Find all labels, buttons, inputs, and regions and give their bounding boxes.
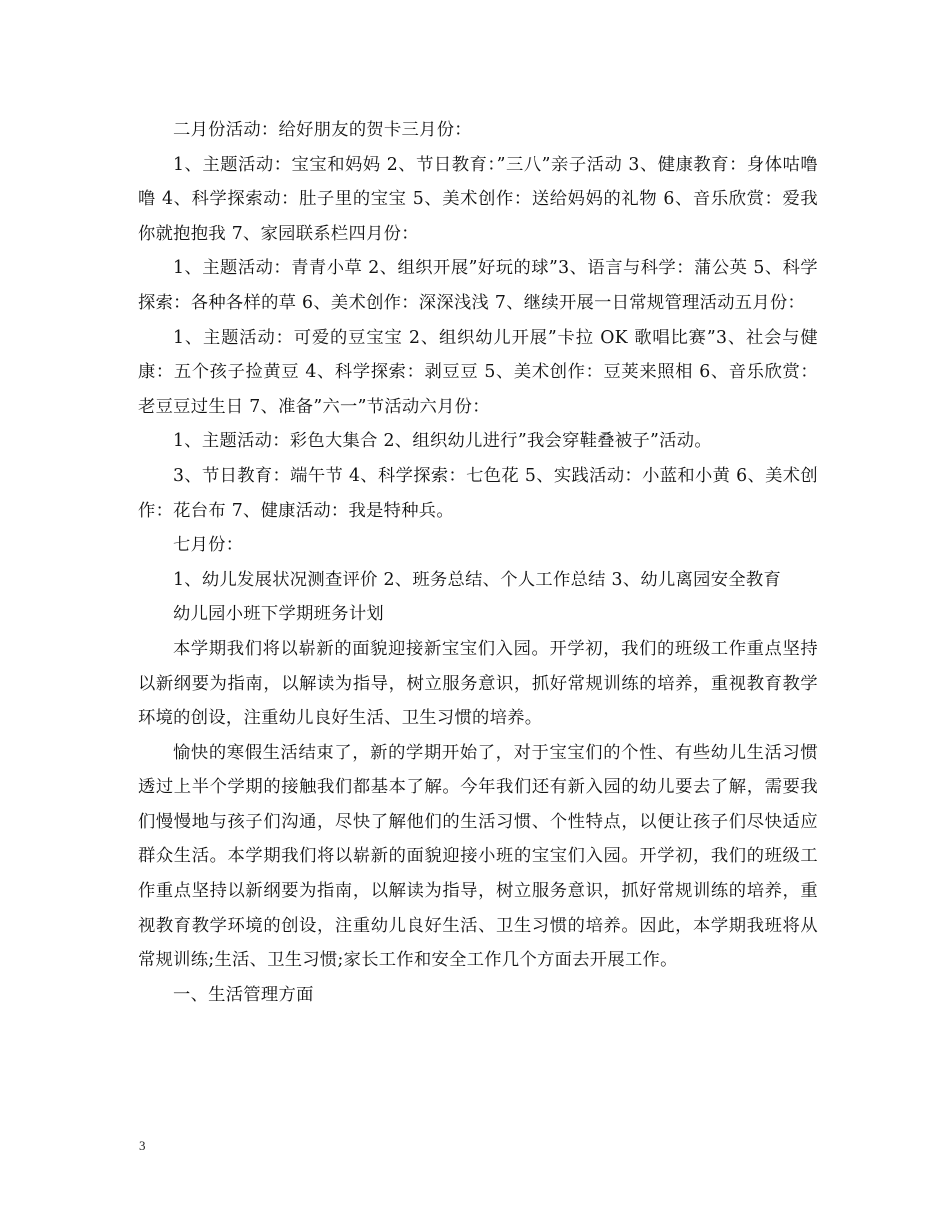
paragraph-july-activities: 1、幼儿发展状况测查评价 2、班务总结、个人工作总结 3、幼儿离园安全教育 (173, 569, 782, 590)
paragraph-march-activities: 1、主题活动：宝宝和妈妈 2、节日教育：”三八”亲子活动 3、健康教育：身体咕噜噜 4、科学探索动：肚子里的宝宝 5、美术创作：送给妈妈的礼物 6、音乐欣赏：爱我你就抱抱我 7、家园联系栏四月份： (138, 154, 818, 244)
paragraph-june-activities-2: 3、节日教育：端午节 4、科学探索：七色花 5、实践活动：小蓝和小黄 6、美术创作：花台布 7、健康活动：我是特种兵。 (138, 465, 818, 521)
subsection-heading: 一、生活管理方面 (173, 984, 314, 1005)
paragraph-april-activities: 1、主题活动：青青小草 2、组织开展”好玩的球”3、语言与科学：蒲公英 5、科学探索：各种各样的草 6、美术创作：深深浅浅 7、继续开展一日常规管理活动五月份： (138, 258, 818, 313)
paragraph-june-activities-1: 1、主题活动：彩色大集合 2、组织幼儿进行”我会穿鞋叠被子”活动。 (173, 431, 712, 452)
section-title: 幼儿园小班下学期班务计划 (173, 604, 384, 625)
document-body (138, 113, 818, 1012)
page-number: 3 (139, 1138, 146, 1153)
paragraph-february: 二月份活动：给好朋友的贺卡三月份： (173, 120, 472, 140)
paragraph-semester-overview: 愉快的寒假生活结束了，新的学期开始了，对于宝宝们的个性、有些幼儿生活习惯透过上半个学期的接触我们都基本了解。今年我们还有新入园的幼儿要去了解，需要我们慢慢地与孩子们沟通，尽快了解他们的生活习惯、个性特点，以便让孩子们尽快适应群众生活。本学期我们将以崭新的面貌迎接小班的宝宝们入园。开学初，我们的班级工作重点坚持以新纲要为指南，以解读为指导，树立服务意识，抓好常规训练的培养，重视教育教学环境的创设，注重幼儿良好生活、卫生习惯的培养。因此，本学期我班将从常规训练;生活、卫生习惯;家长工作和安全工作几个方面去开展工作。 (138, 742, 818, 971)
paragraph-july-heading: 七月份： (173, 535, 244, 556)
paragraph-may-activities: 1、主题活动：可爱的豆宝宝 2、组织幼儿开展”卡拉 OK 歌唱比赛”3、社会与健康：五个孩子捡黄豆 4、科学探索：剥豆豆 5、美术创作：豆荚来照相 6、音乐欣赏：老豆豆过生日 7、准备”六一”节活动六月份： (138, 327, 818, 417)
paragraph-intro: 本学期我们将以崭新的面貌迎接新宝宝们入园。开学初，我们的班级工作重点坚持以新纲要为指南，以解读为指导，树立服务意识，抓好常规训练的培养，重视教育教学环境的创设，注重幼儿良好生活、卫生习惯的培养。 (138, 638, 818, 729)
